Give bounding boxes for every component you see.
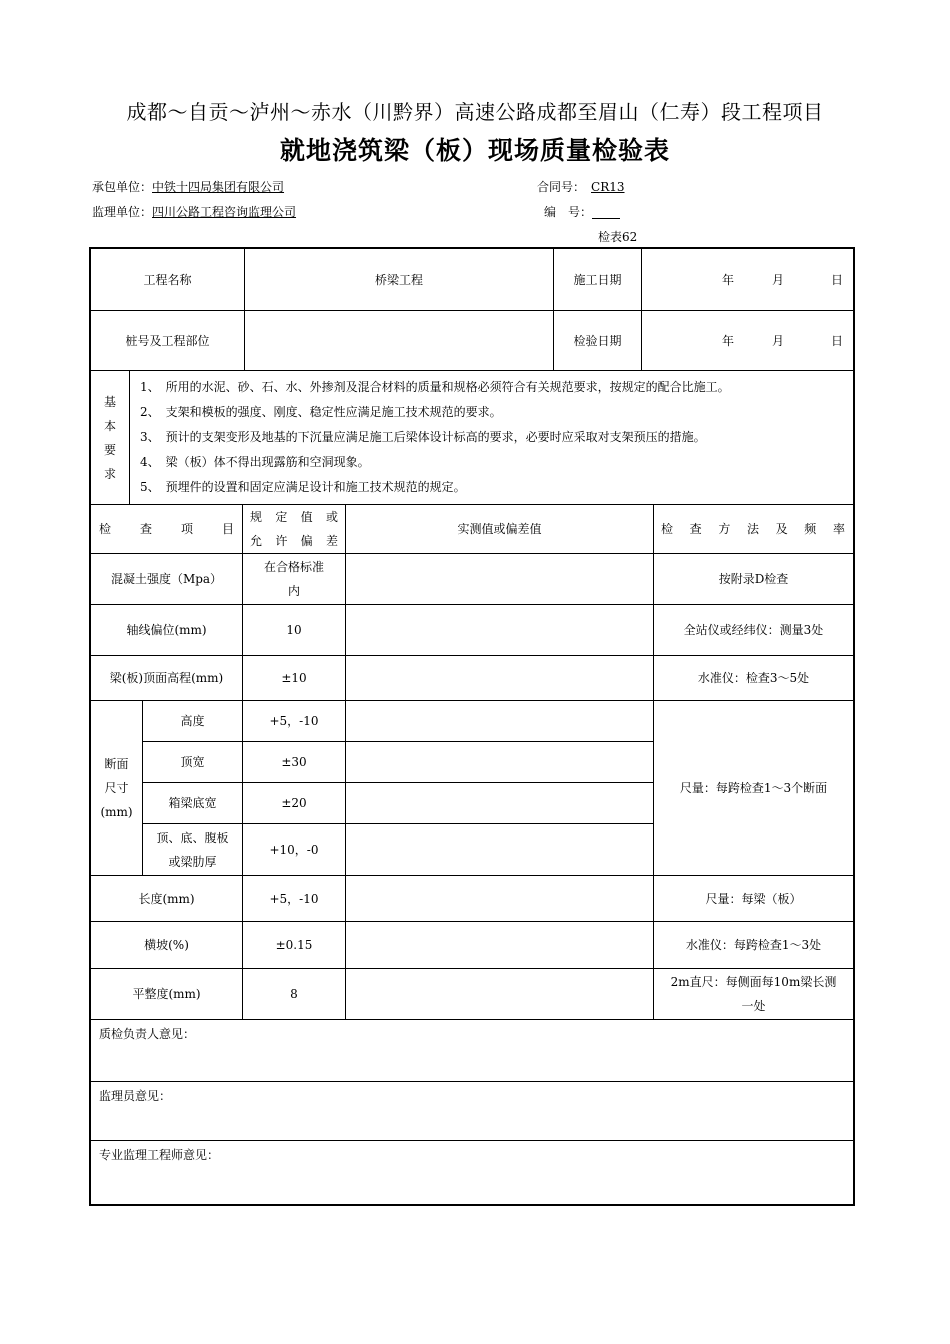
construction-month: 月 (772, 272, 785, 287)
inspection-date-field[interactable] (642, 311, 853, 370)
slope-item: 横坡(%) (144, 938, 189, 952)
col-header-allowed: 规 定 值 或 允 许 偏 差 (250, 510, 338, 548)
axis-method: 全站仪或经纬仪：测量3处 (683, 623, 824, 637)
elevation-item: 梁(板)顶面高程(mm) (109, 671, 224, 685)
construction-day: 日 (831, 272, 844, 287)
section-box-bottom-item: 箱梁底宽 (168, 796, 217, 810)
contract-no-label: 合同号： (537, 180, 586, 194)
elevation-allowed: ±10 (281, 671, 307, 685)
qc-opinion-label: 质检负责人意见： (99, 1027, 196, 1041)
contract-no-line (537, 178, 631, 195)
serial-value (592, 206, 620, 219)
strength-method: 按附录D检查 (718, 572, 789, 586)
strength-item: 混凝土强度（Mpa） (110, 572, 223, 586)
contractor-line (92, 178, 284, 195)
col-header-method: 检 查 方 法 及 频 率 (661, 522, 845, 536)
slope-allowed: ±0.15 (275, 938, 313, 952)
section-size-label: 断面 尺寸 (mm) (100, 757, 133, 819)
slope-measured[interactable] (346, 922, 653, 968)
qc-opinion-field[interactable] (91, 1020, 853, 1081)
col-header-item: 检 查 项 目 (99, 522, 234, 536)
contract-no-value: CR13 (591, 180, 625, 194)
construction-date-label: 施工日期 (573, 272, 622, 287)
section-top-width-allowed: ±30 (281, 755, 307, 769)
form-title: 就地浇筑梁（板）现场质量检验表 (279, 136, 670, 165)
elevation-measured[interactable] (346, 656, 653, 700)
inspector-opinion-label: 监理员意见： (99, 1089, 172, 1103)
supervisor-value: 四川公路工程咨询监理公司 (152, 205, 297, 219)
requirement-item: 3、 预计的支架变形及地基的下沉量应满足施工后梁体设计标高的要求，必要时应采取对支架预压的措施。 (140, 430, 706, 444)
serial-label: 编 号： (544, 205, 593, 219)
project-name-label: 工程名称 (143, 272, 192, 287)
strength-measured[interactable] (346, 554, 653, 604)
requirement-item: 2、 支架和模板的强度、刚度、稳定性应满足施工技术规范的要求。 (140, 405, 502, 419)
construction-year: 年 (722, 272, 735, 287)
location-value[interactable] (245, 311, 553, 370)
project-name-value[interactable]: 桥梁工程 (374, 272, 423, 287)
flatness-item: 平整度(mm) (132, 987, 201, 1001)
section-top-width-measured[interactable] (346, 742, 653, 782)
axis-item: 轴线偏位(mm) (126, 623, 207, 637)
inspection-year: 年 (722, 333, 735, 348)
supervisor-line (92, 203, 296, 220)
section-thickness-measured[interactable] (346, 824, 653, 875)
length-allowed: +5，-10 (269, 891, 319, 906)
form-number: 检表62 (598, 230, 638, 244)
engineer-opinion-label: 专业监理工程师意见： (99, 1148, 220, 1162)
location-label: 桩号及工程部位 (125, 333, 210, 348)
section-height-measured[interactable] (346, 701, 653, 741)
axis-measured[interactable] (346, 605, 653, 655)
section-height-item: 高度 (180, 714, 205, 728)
elevation-method: 水准仪：检查3～5处 (697, 671, 810, 685)
length-item: 长度(mm) (138, 891, 195, 906)
inspection-day: 日 (831, 333, 844, 348)
requirement-item: 5、 预埋件的设置和固定应满足设计和施工技术规范的规定。 (140, 480, 466, 494)
section-thickness-allowed: +10，-0 (269, 842, 319, 857)
supervisor-label: 监理单位： (92, 205, 153, 219)
axis-allowed: 10 (286, 623, 302, 637)
section-box-bottom-allowed: ±20 (281, 796, 307, 810)
serial-line (544, 203, 620, 220)
requirement-item: 1、 所用的水泥、砂、石、水、外掺剂及混合材料的质量和规格必须符合有关规范要求，按规定的配合比施工。 (140, 380, 730, 394)
strength-allowed: 在合格标准 内 (263, 560, 324, 598)
inspection-month: 月 (772, 333, 785, 348)
length-method: 尺量：每梁（板） (705, 891, 802, 906)
inspection-table (89, 247, 855, 1206)
slope-method: 水准仪：每跨检查1～3处 (685, 938, 822, 952)
project-subtitle: 成都～自贡～泸州～赤水（川黔界）高速公路成都至眉山（仁寿）段工程项目 (126, 100, 824, 124)
section-top-width-item: 顶宽 (180, 755, 205, 769)
inspection-date-label: 检验日期 (573, 333, 622, 348)
section-method: 尺量：每跨检查1～3个断面 (679, 781, 828, 795)
flatness-method: 2m直尺：每侧面每10m梁长测 一处 (670, 975, 837, 1013)
section-thickness-item: 顶、底、腹板 或梁肋厚 (156, 830, 229, 869)
inspector-opinion-field[interactable] (91, 1082, 853, 1140)
col-header-measured: 实测值或偏差值 (457, 522, 542, 536)
length-measured[interactable] (346, 876, 653, 921)
contractor-value: 中铁十四局集团有限公司 (152, 180, 285, 194)
requirement-item: 4、 梁（板）体不得出现露筋和空洞现象。 (140, 455, 370, 469)
construction-date-field[interactable] (642, 249, 853, 310)
flatness-allowed: 8 (290, 987, 298, 1001)
requirements-label: 基 本 要 求 (103, 394, 116, 481)
section-box-bottom-measured[interactable] (346, 783, 653, 823)
contractor-label: 承包单位： (92, 180, 153, 194)
requirements-list (140, 375, 850, 500)
engineer-opinion-field[interactable] (91, 1141, 853, 1204)
section-height-allowed: +5，-10 (269, 714, 319, 728)
flatness-measured[interactable] (346, 969, 653, 1019)
